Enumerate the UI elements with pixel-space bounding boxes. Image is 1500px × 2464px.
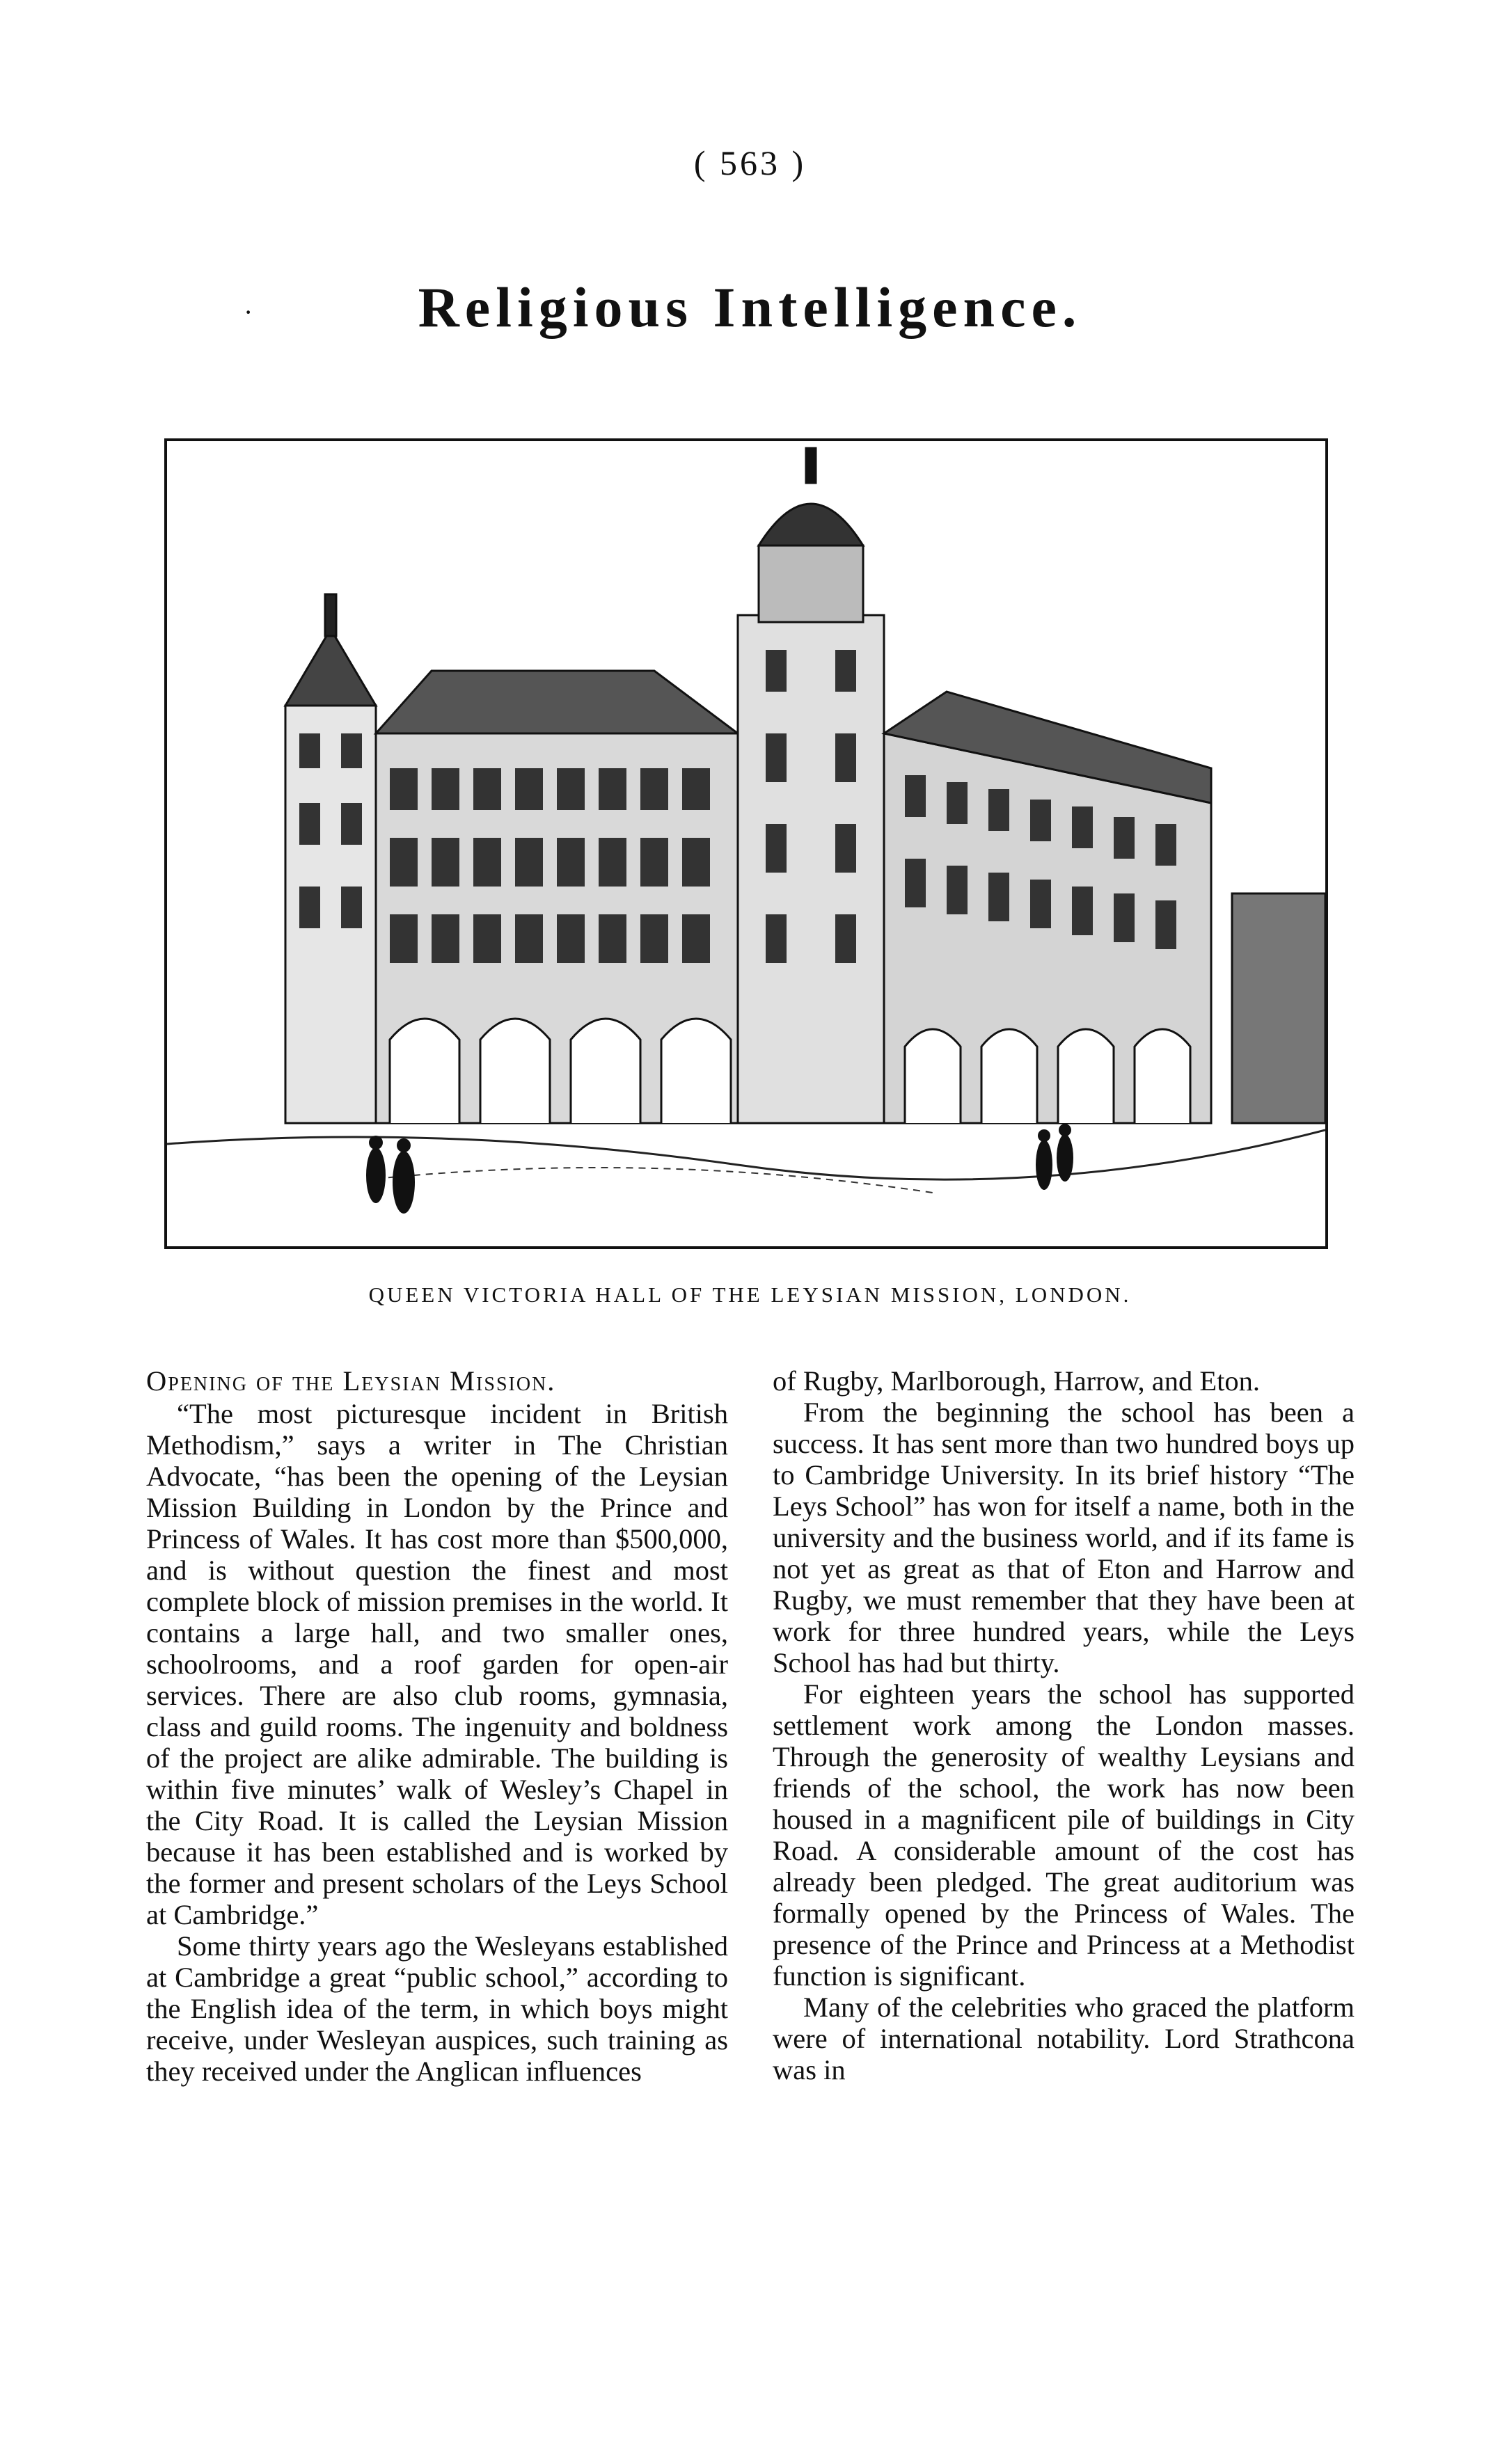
building-illustration	[164, 438, 1328, 1249]
page-title: Religious Intelligence.	[418, 276, 1082, 339]
article-heading: Opening of the Leysian Mission.	[146, 1365, 556, 1397]
title-ornament: ·	[244, 296, 253, 328]
article-column-right	[773, 1365, 1355, 2085]
page-number: ( 563 )	[693, 143, 807, 182]
paragraph: From the beginning the school has been a success. It has sent more than two hundred boys up to Cambridge University. In its brief history “The Leys School” has won for itself a name, both in the university and the business world, and if its fame is not yet as great as that of Eton and Harrow and Rugby, we must remember that they have been at work for three hundred years, while the Leys School has had but thirty.	[773, 1397, 1355, 1678]
paragraph: of Rugby, Marlborough, Harrow, and Eton.	[773, 1365, 1260, 1397]
paragraph: Many of the celebrities who graced the platform were of international notability. Lord Strathcona was in	[773, 1992, 1355, 2085]
article-column-left	[146, 1365, 728, 2087]
paragraph: “The most picturesque incident in British Methodism,” says a writer in The Christian Advocate, “has been the opening of the Leysian Mission Building in London by the Prince and Princess of Wales. It has cost more than $500,000, and is without question the finest and most complete block of mission premises in the world. It contains a large hall, and two smaller ones, schoolrooms, and a roof garden for open-air services. There are also club rooms, gymnasia, class and guild rooms. The ingenuity and boldness of the project are alike admirable. The building is within five minutes’ walk of Wesley’s Chapel in the City Road. It is called the Leysian Mission because it has been established and is worked by the former and present scholars of the Leys School at Cambridge.”	[146, 1398, 728, 1930]
figure-caption: QUEEN VICTORIA HALL OF THE LEYSIAN MISSION, LONDON.	[368, 1282, 1132, 1307]
paragraph: Some thirty years ago the Wesleyans established at Cambridge a great “public school,” according to the English idea of the term, in which boys might receive, under Wesleyan auspices, such training as they received under the Anglican influences	[146, 1930, 728, 2087]
paragraph: For eighteen years the school has supported settlement work among the London masses. Through the generosity of wealthy Leysians and friends of the school, the work has now been housed in a magnificent pile of buildings in City Road. A considerable amount of the cost has already been pledged. The great auditorium was formally opened by the Princess of Wales. The presence of the Prince and Princess at a Methodist function is significant.	[773, 1678, 1355, 1992]
building-engraving	[167, 441, 1325, 1246]
